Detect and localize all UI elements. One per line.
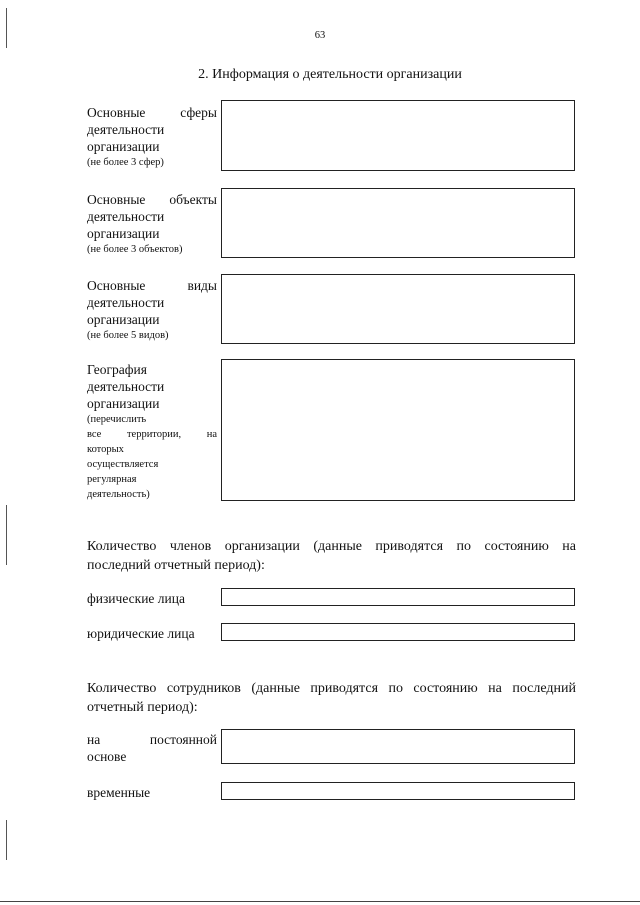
objects-input-box[interactable] xyxy=(221,188,575,258)
bottom-scan-edge xyxy=(0,901,640,902)
kinds-label: Основные виды деятельности организации (не более 5 видов) xyxy=(87,278,217,341)
kinds-input-box[interactable] xyxy=(221,274,575,344)
individuals-input-box[interactable] xyxy=(221,588,575,606)
left-scan-edge xyxy=(6,8,7,48)
objects-label: Основные объекты деятельности организации (не более 3 объектов) xyxy=(87,192,217,255)
legal-entities-input-box[interactable] xyxy=(221,623,575,641)
permanent-input-box[interactable] xyxy=(221,729,575,764)
legal-entities-label: юридические лица xyxy=(87,626,195,641)
individuals-label: физические лица xyxy=(87,591,185,606)
geography-label: География деятельности организации (перечислить все территории, на которых осуществляется регулярная деятельность) xyxy=(87,362,217,500)
spheres-input-box[interactable] xyxy=(221,100,575,171)
left-scan-edge xyxy=(6,505,7,565)
temporary-input-box[interactable] xyxy=(221,782,575,800)
left-scan-edge xyxy=(6,820,7,860)
permanent-label: на постоянной основе xyxy=(87,732,217,764)
temporary-label: временные xyxy=(87,785,151,800)
spheres-label: Основные сферы деятельности организации (не более 3 сфер) xyxy=(87,105,217,168)
section-title: 2. Информация о деятельности организации xyxy=(198,67,462,82)
employees-heading: Количество сотрудников (данные приводятся по состоянию на последний отчетный период): xyxy=(87,681,576,715)
geography-input-box[interactable] xyxy=(221,359,575,501)
page-number: 63 xyxy=(314,30,326,41)
members-heading: Количество членов организации (данные приводятся по состоянию на последний отчетный период): xyxy=(87,539,576,573)
